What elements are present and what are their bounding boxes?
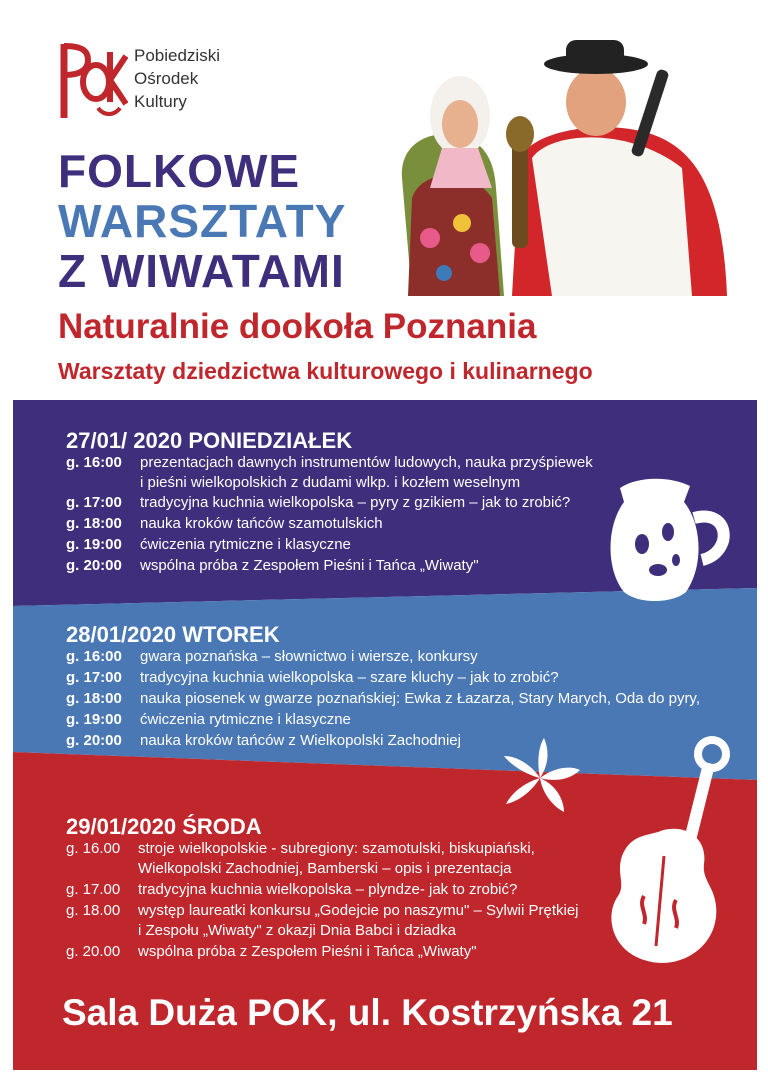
event-text: stroje wielkopolskie - subregiony: szamotulski, biskupiański, (138, 840, 535, 857)
event-time: g. 16:00 (66, 648, 122, 665)
event-time: g. 19:00 (66, 711, 122, 728)
event-row (66, 453, 746, 493)
event-time: g. 19:00 (66, 536, 122, 553)
org-line-1: Pobiedziski (134, 46, 220, 65)
event-text-cont: Wielkopolski Zachodniej, Bamberski – opis i prezentacja (138, 860, 512, 877)
event-row (66, 689, 746, 709)
event-row (66, 880, 746, 900)
event-row (66, 514, 746, 534)
title-line-3: Z WIWATAMI (58, 245, 345, 297)
event-row (66, 535, 746, 555)
event-text: ćwiczenia rytmiczne i klasyczne (140, 536, 351, 553)
event-time: g. 17.00 (66, 881, 121, 898)
subtitle-2: Warsztaty dziedzictwa kulturowego i kulinarnego (58, 358, 593, 384)
day-heading: 29/01/2020 ŚRODA (66, 814, 262, 839)
event-row (66, 647, 746, 667)
event-text: tradycyjna kuchnia wielkopolska – plyndze- jak to zrobić? (138, 881, 518, 898)
event-time: g. 18:00 (66, 690, 122, 707)
org-line-3: Kultury (134, 92, 187, 111)
pok-logo-icon (58, 42, 128, 120)
event-row (66, 668, 746, 688)
event-time: g. 17:00 (66, 494, 122, 511)
event-text: gwara poznańska – słownictwo i wiersze, konkursy (140, 648, 478, 665)
title-line-1: FOLKOWE (58, 145, 301, 197)
event-text-cont: i pieśni wielkopolskich z dudami wlkp. i kozłem weselnym (140, 474, 521, 491)
folk-couple-photo (382, 38, 734, 296)
event-time: g. 20.00 (66, 943, 121, 960)
event-row (66, 839, 746, 879)
venue-address: Sala Duża POK, ul. Kostrzyńska 21 (62, 992, 673, 1033)
event-time: g. 18:00 (66, 515, 122, 532)
event-text: tradycyjna kuchnia wielkopolska – pyry z gzikiem – jak to zrobić? (140, 494, 571, 511)
day-heading: 28/01/2020 WTOREK (66, 622, 280, 647)
event-row (66, 901, 746, 941)
event-time: g. 17:00 (66, 669, 122, 686)
event-text: występ laureatki konkursu „Godejcie po naszymu" – Sylwii Prętkiej (138, 902, 579, 919)
event-text: ćwiczenia rytmiczne i klasyczne (140, 711, 351, 728)
event-row (66, 942, 746, 962)
organization-name (134, 44, 220, 113)
event-time: g. 16:00 (66, 454, 122, 471)
event-text-cont: i Zespołu „Wiwaty" z okazji Dnia Babci i dziadka (138, 922, 456, 939)
event-row (66, 556, 746, 576)
title-line-2: WARSZTATY (58, 195, 347, 247)
event-text: wspólna próba z Zespołem Pieśni i Tańca „Wiwaty" (140, 557, 479, 574)
event-row (66, 710, 746, 730)
event-text: prezentacjach dawnych instrumentów ludowych, nauka przyśpiewek (140, 454, 593, 471)
event-time: g. 18.00 (66, 902, 121, 919)
event-row (66, 731, 746, 751)
day-heading: 27/01/ 2020 PONIEDZIAŁEK (66, 428, 353, 453)
event-row (66, 493, 746, 513)
event-text: nauka piosenek w gwarze poznańskiej: Ewka z Łazarza, Stary Marych, Oda do pyry, (140, 690, 700, 707)
event-text: tradycyjna kuchnia wielkopolska – szare kluchy – jak to zrobić? (140, 669, 559, 686)
poster-title (58, 146, 346, 296)
event-time: g. 16.00 (66, 840, 121, 857)
event-time: g. 20:00 (66, 732, 122, 749)
event-time: g. 20:00 (66, 557, 122, 574)
org-line-2: Ośrodek (134, 69, 199, 88)
event-text: nauka kroków tańców z Wielkopolski Zachodniej (140, 732, 461, 749)
event-text: wspólna próba z Zespołem Pieśni i Tańca „Wiwaty" (138, 943, 477, 960)
subtitle: Naturalnie dookoła Poznania (58, 307, 537, 346)
event-text: nauka kroków tańców szamotulskich (140, 515, 383, 532)
